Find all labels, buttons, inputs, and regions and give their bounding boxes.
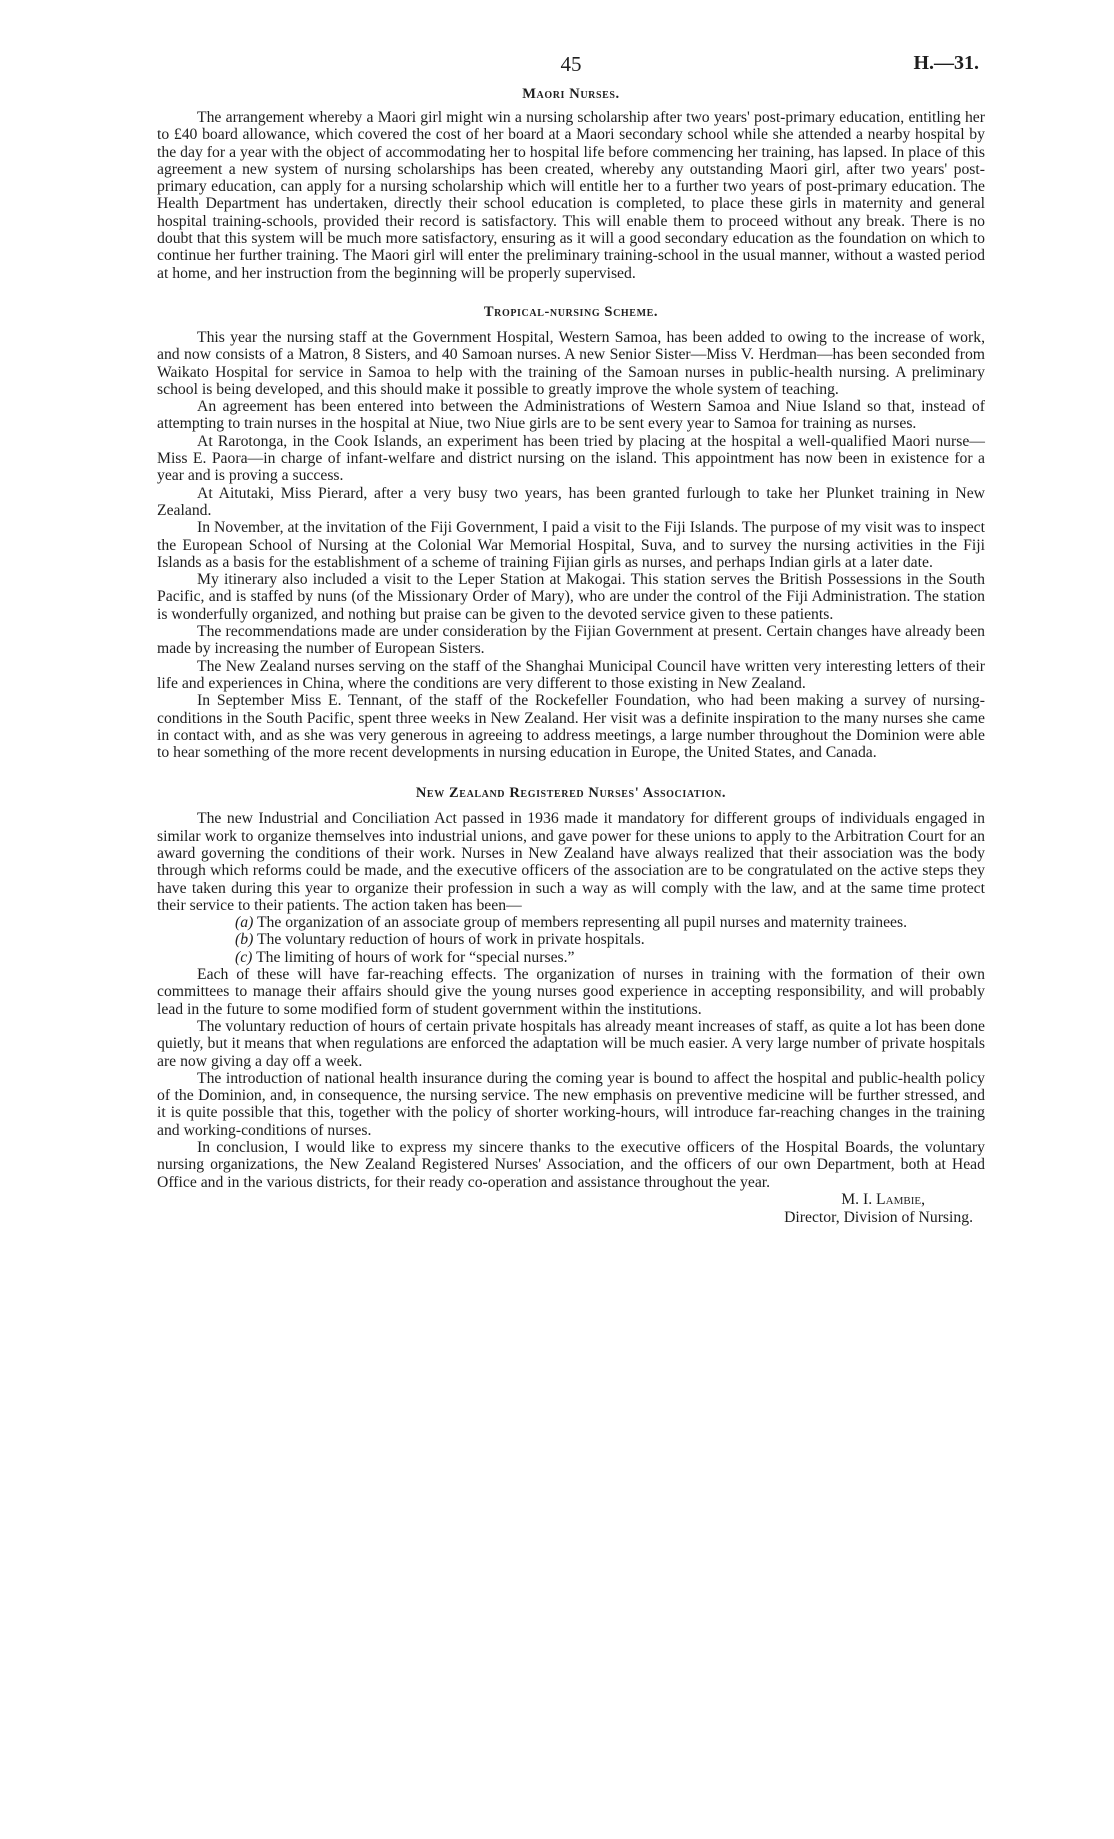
action-list bbox=[157, 914, 985, 966]
list-item-text: The limiting of hours of work for “special nurses.” bbox=[256, 948, 575, 966]
section-heading-tropical-nursing: Tropical-nursing Scheme. bbox=[483, 303, 659, 320]
section-heading-maori-nurses: Maori Nurses. bbox=[522, 86, 620, 102]
signature-block bbox=[157, 1191, 985, 1227]
paragraph: In September Miss E. Tennant, of the staff of the Rockefeller Foundation, who had been making a survey of nursing-conditions in the South Pacific, spent three weeks in New Zealand. Her visit was a definite inspiration to the many nurses she came in contact with, and as she was very generous in agreeing to address meetings, a large number throughout the Dominion were able to hear something of the more recent developments in nursing education in Europe, the United States, and Canada. bbox=[157, 692, 985, 762]
paragraph: Each of these will have far-reaching effects. The organization of nurses in training with the formation of their own committees to manage their affairs should give the young nurses good experience in accepting responsibility, and will probably lead in the future to some modified form of student government within the institutions. bbox=[157, 966, 985, 1018]
paragraph: In November, at the invitation of the Fiji Government, I paid a visit to the Fiji Islands. The purpose of my visit was to inspect the European School of Nursing at the Colonial War Memorial Hospital, Suva, and to survey the nursing activities in the Fiji Islands as a basis for the establishment of a scheme of training Fijian girls as nurses, and perhaps Indian girls at a later date. bbox=[157, 519, 985, 571]
page-number: 45 bbox=[560, 52, 582, 76]
paragraph: This year the nursing staff at the Government Hospital, Western Samoa, has been added to owing to the increase of work, and now consists of a Matron, 8 Sisters, and 40 Samoan nurses. A new Senior Sister—Miss V. Herdman—has been seconded from Waikato Hospital for service in Samoa to help with the training of the Samoan nurses in public-health nursing. A preliminary school is being developed, and this should make it possible to greatly improve the whole system of teaching. bbox=[157, 328, 985, 398]
list-marker: (c) bbox=[235, 948, 253, 966]
list-item-text: The organization of an associate group of members representing all pupil nurses and maternity trainees. bbox=[256, 914, 908, 932]
paragraph: At Aitutaki, Miss Pierard, after a very busy two years, has been granted furlough to take her Plunket training in New Zealand. bbox=[157, 484, 985, 519]
list-item bbox=[157, 914, 985, 931]
paragraph: The recommendations made are under consideration by the Fijian Government at present. Certain changes have already been made by increasing the number of European Sisters. bbox=[157, 623, 985, 658]
list-item bbox=[157, 931, 985, 948]
list-item bbox=[157, 949, 985, 966]
paragraph: The introduction of national health insurance during the coming year is bound to affect the hospital and public-health policy of the Dominion, and, in consequence, the nursing service. The new emphasis on preventive medicine will be further stressed, and it is quite possible that this, together with the policy of shorter working-hours, will introduce far-reaching changes in the training and working-conditions of nurses. bbox=[157, 1069, 985, 1139]
document-page bbox=[157, 44, 985, 1227]
page-header bbox=[157, 44, 985, 78]
list-item-text: The voluntary reduction of hours of work in private hospitals. bbox=[256, 931, 645, 949]
list-marker: (b) bbox=[235, 931, 254, 949]
paragraph: The arrangement whereby a Maori girl might win a nursing scholarship after two years' post-primary education, entitling her to £40 board allowance, which covered the cost of her board at a Maori secondary school while she attended a nearby hospital by the day for a year with the object of accommodating her to hospital life before commencing her training, has lapsed. In place of this agreement a new system of nursing scholarships has been created, whereby any outstanding Maori girl, after two years' post-primary education, can apply for a nursing scholarship which will entitle her to a further two years of post-primary education. The Health Department has undertaken, directly their school education is completed, to place these girls in maternity and general hospital training-schools, provided their record is satisfactory. This will enable them to proceed without any break. There is no doubt that this system will be much more satisfactory, ensuring as it will a good secondary education as the foundation on which to continue her further training. The Maori girl will enter the preliminary training-school in the usual manner, without a wasted period at home, and her instruction from the beginning will be properly supervised. bbox=[157, 109, 985, 282]
paragraph: At Rarotonga, in the Cook Islands, an experiment has been tried by placing at the hospital a well-qualified Maori nurse—Miss E. Paora—in charge of infant-welfare and district nursing on the island. This appointment has now been in existence for a year and is proving a success. bbox=[157, 432, 985, 485]
paragraph: The New Zealand nurses serving on the staff of the Shanghai Municipal Council have written very interesting letters of their life and experiences in China, where the conditions are very different to those existing in New Zealand. bbox=[157, 657, 985, 692]
paragraph: My itinerary also included a visit to the Leper Station at Makogai. This station serves the British Possessions in the South Pacific, and is staffed by nuns (of the Missionary Order of Mary), who are under the control of the Fiji Administration. The station is wonderfully organized, and nothing but praise can be given to the devoted service given to these patients. bbox=[157, 571, 985, 623]
paragraph: The new Industrial and Conciliation Act passed in 1936 made it mandatory for different groups of individuals engaged in similar work to organize themselves into industrial unions, and gave power for these unions to apply to the Arbitration Court for an award governing the conditions of their work. Nurses in New Zealand have always realized that their association was the body through which reforms could be made, and the executive officers of the association are to be congratulated on the active steps they have taken during this year to organize their profession in such a way as will comply with the law, and at the same time protect their service to their patients. The action taken has been— bbox=[157, 810, 985, 914]
list-marker: (a) bbox=[235, 914, 254, 932]
report-reference: H.—31. bbox=[913, 52, 979, 74]
section-heading-registered-nurses-association: New Zealand Registered Nurses' Association. bbox=[415, 785, 727, 802]
signature-name: M. I. Lambie, bbox=[841, 1190, 925, 1208]
paragraph: An agreement has been entered into between the Administrations of Western Samoa and Niue Island so that, instead of attempting to train nurses in the hospital at Niue, two Niue girls are to be sent every year to Samoa for training as nurses. bbox=[157, 398, 985, 433]
signature-title: Director, Division of Nursing. bbox=[784, 1208, 973, 1226]
paragraph: The voluntary reduction of hours of certain private hospitals has already meant increases of staff, as quite a lot has been done quietly, but it means that when regulations are enforced the adaptation will be much easier. A very large number of private hospitals are now giving a day off a week. bbox=[157, 1017, 985, 1070]
paragraph: In conclusion, I would like to express my sincere thanks to the executive officers of the Hospital Boards, the voluntary nursing organizations, the New Zealand Registered Nurses' Association, and the officers of our own Department, both at Head Office and in the various districts, for their ready co-operation and assistance throughout the year. bbox=[157, 1139, 985, 1191]
